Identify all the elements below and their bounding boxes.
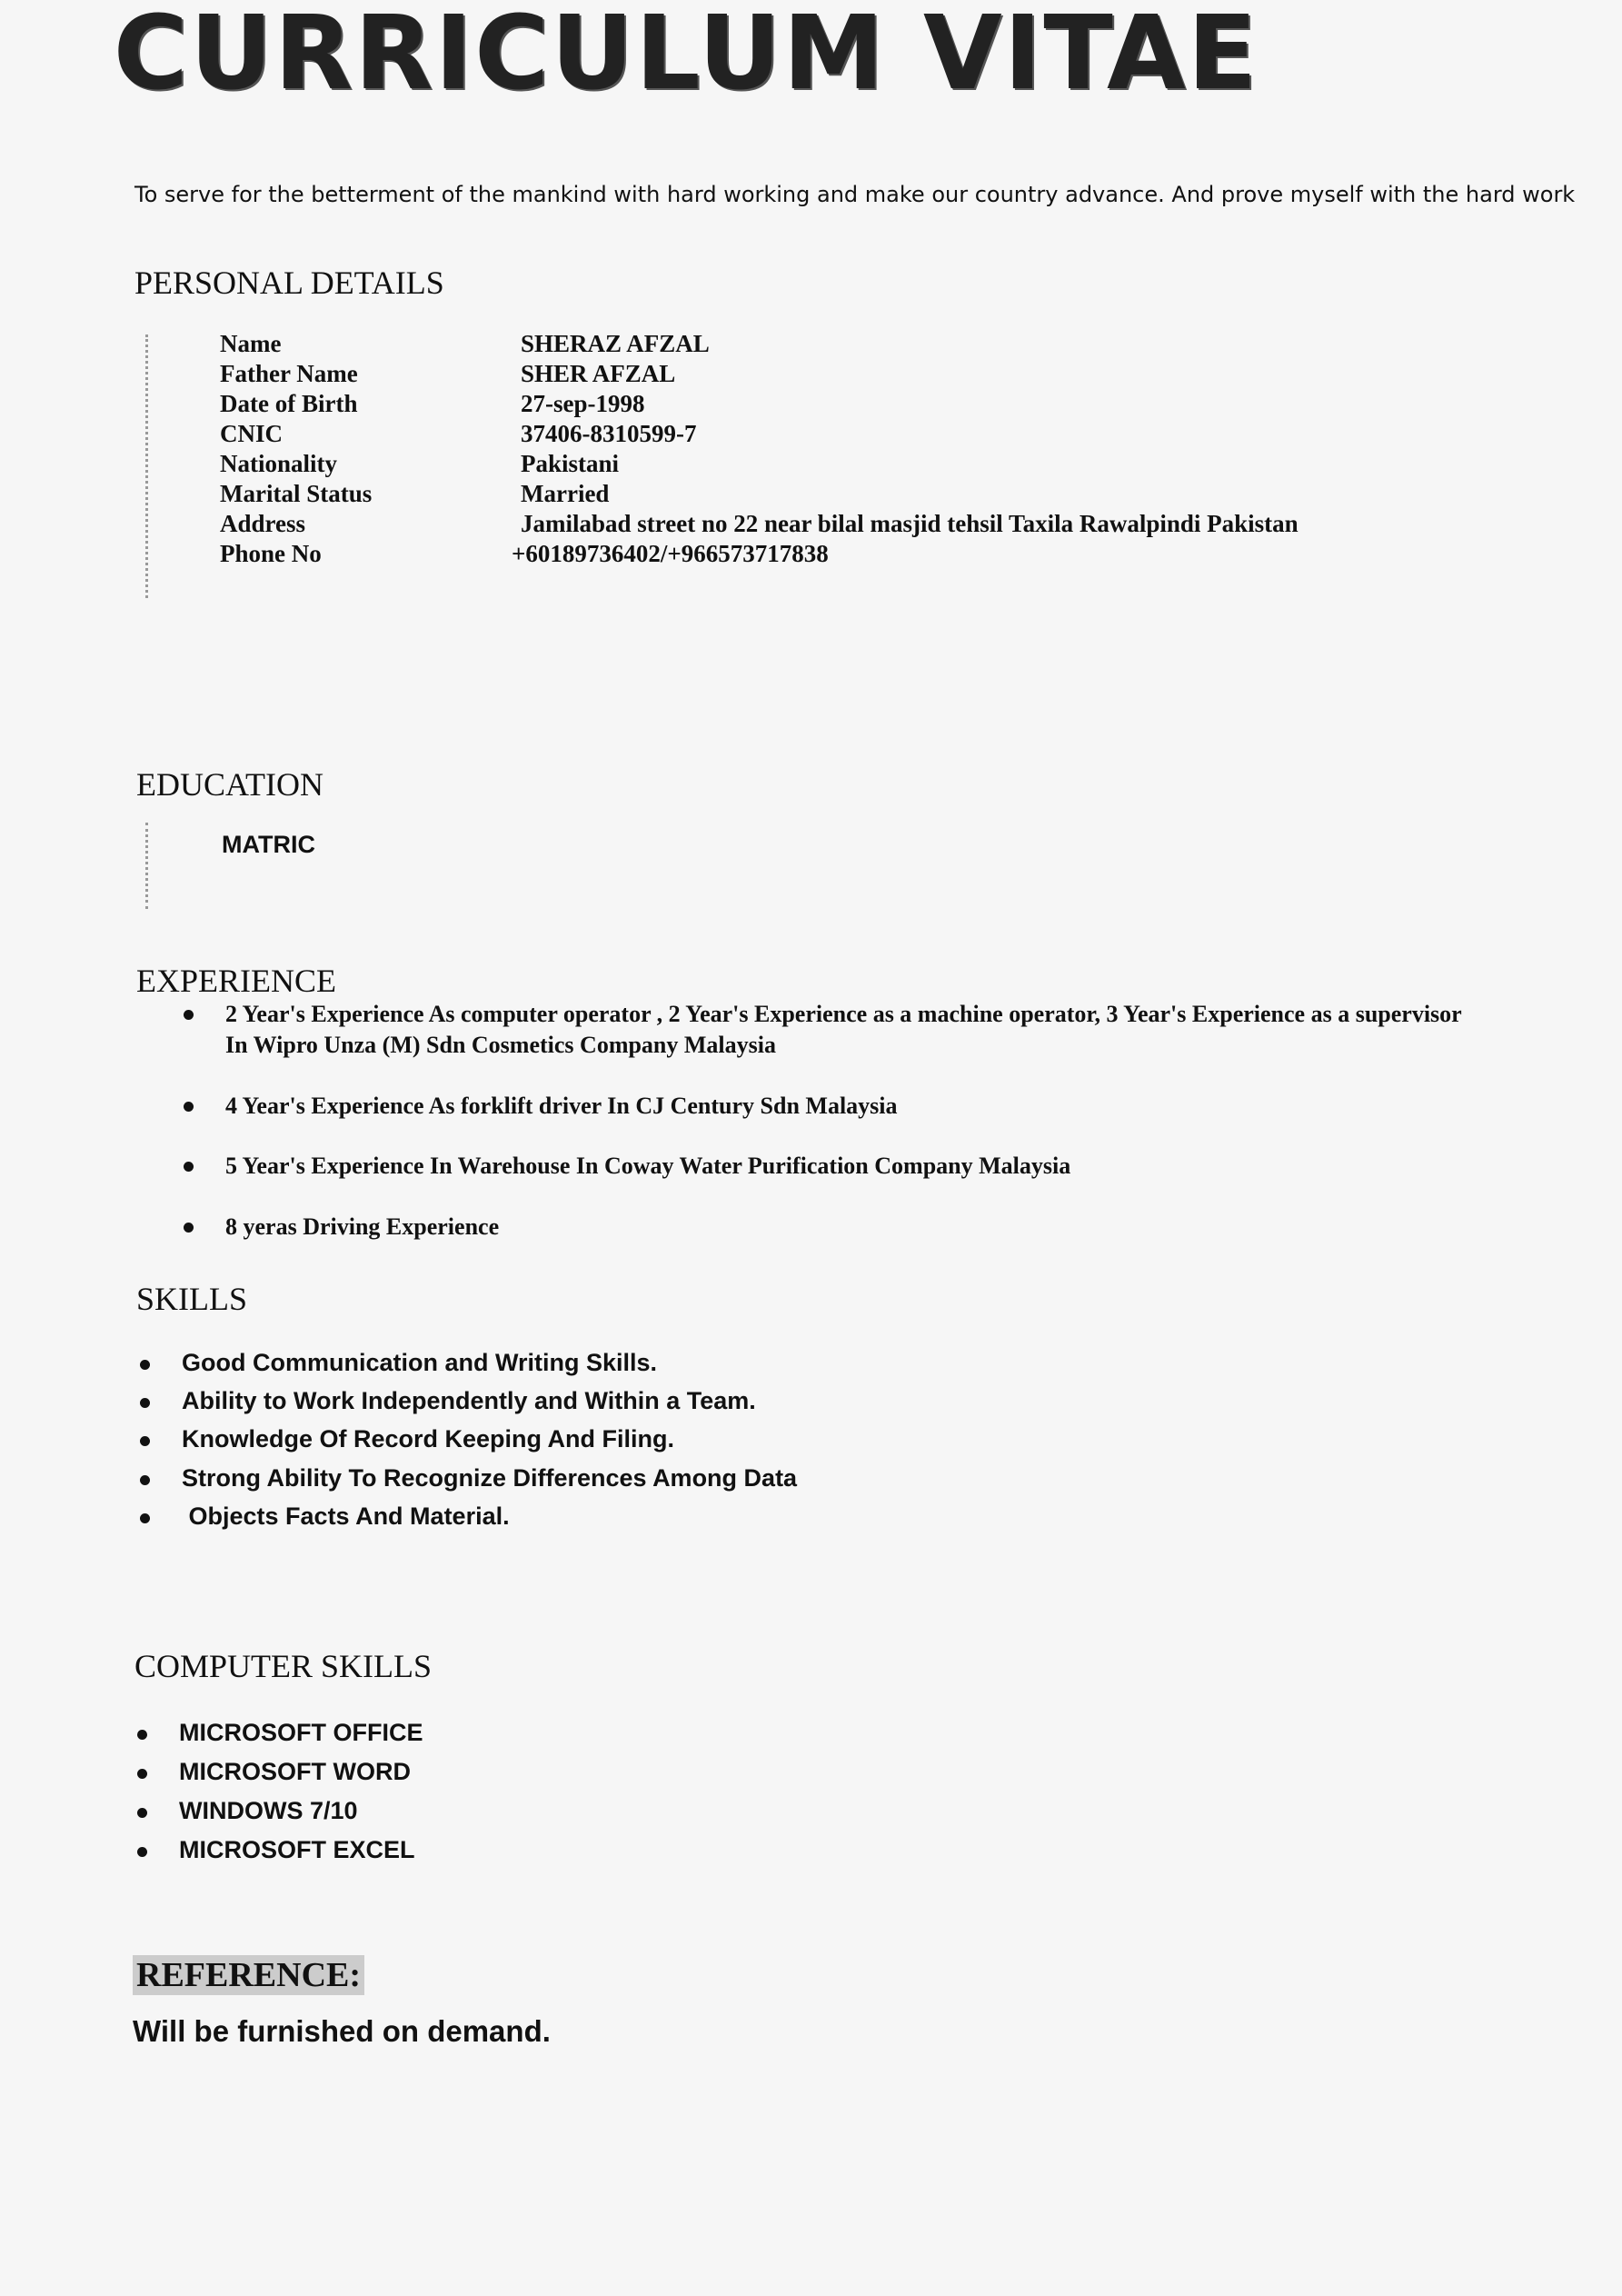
label-address: Address — [220, 510, 306, 537]
value-nationality: Pakistani — [521, 450, 620, 477]
reference-text: Will be furnished on demand. — [133, 2014, 551, 2048]
value-name: SHERAZ AFZAL — [521, 330, 710, 357]
document-title: CURRICULUM VITAE — [113, 0, 1259, 113]
value-cnic: 37406-8310599-7 — [521, 420, 697, 447]
skill-item: Strong Ability To Recognize Differences Among Data — [182, 1464, 798, 1492]
label-marital-status: Marital Status — [220, 480, 373, 507]
objective-statement: To serve for the betterment of the mankind with hard working and make our country advance. And prove myself with the hard work — [134, 182, 1576, 207]
dotted-divider — [145, 334, 148, 598]
experience-item: 5 Year's Experience In Warehouse In Coway Water Purification Company Malaysia — [225, 1153, 1071, 1179]
value-marital-status: Married — [521, 480, 610, 507]
computer-skill-item: MICROSOFT WORD — [179, 1758, 411, 1785]
value-phone-no: +60189736402/+966573717838 — [512, 540, 829, 567]
value-address: Jamilabad street no 22 near bilal masjid tehsil Taxila Rawalpindi Pakistan — [521, 510, 1299, 537]
skill-item: Ability to Work Independently and Within a Team. — [182, 1387, 756, 1414]
experience-item: 4 Year's Experience As forklift driver In CJ Century Sdn Malaysia — [225, 1093, 898, 1119]
value-date-of-birth: 27-sep-1998 — [521, 390, 645, 417]
dotted-divider — [145, 823, 148, 909]
experience-item: 2 Year's Experience As computer operator , 2 Year's Experience as a machine operator, 3 Year's Experience as a supervisor In Wipro Unza (M) Sdn Cosmetics Company Malaysia — [225, 1001, 1462, 1058]
bullet-icon — [140, 1475, 150, 1485]
bullet-icon — [184, 1010, 194, 1020]
skill-item: Objects Facts And Material. — [182, 1502, 510, 1530]
value-father-name: SHER AFZAL — [521, 360, 676, 387]
bullet-icon — [140, 1436, 150, 1446]
experience-item: 8 yeras Driving Experience — [225, 1213, 500, 1240]
computer-skill-item: MICROSOFT OFFICE — [179, 1719, 423, 1746]
bullet-icon — [137, 1808, 147, 1818]
bullet-icon — [140, 1398, 150, 1408]
experience-heading: EXPERIENCE — [136, 963, 336, 999]
education-item: MATRIC — [222, 831, 315, 858]
bullet-icon — [184, 1162, 194, 1172]
bullet-icon — [137, 1769, 147, 1779]
bullet-icon — [140, 1360, 150, 1370]
bullet-icon — [184, 1102, 194, 1112]
personal-details-heading: PERSONAL DETAILS — [134, 265, 444, 301]
label-date-of-birth: Date of Birth — [220, 390, 358, 417]
skill-item: Good Communication and Writing Skills. — [182, 1349, 658, 1376]
label-cnic: CNIC — [220, 420, 284, 447]
bullet-icon — [137, 1847, 147, 1857]
bullet-icon — [184, 1223, 194, 1233]
label-nationality: Nationality — [220, 450, 338, 477]
education-heading: EDUCATION — [136, 766, 323, 803]
skills-heading: SKILLS — [136, 1281, 248, 1317]
label-name: Name — [220, 330, 282, 357]
computer-skill-item: WINDOWS 7/10 — [179, 1797, 358, 1824]
computer-skill-item: MICROSOFT EXCEL — [179, 1836, 415, 1863]
bullet-icon — [137, 1730, 147, 1740]
skill-item: Knowledge Of Record Keeping And Filing. — [182, 1425, 675, 1452]
computer-skills-heading: COMPUTER SKILLS — [134, 1648, 433, 1684]
label-phone-no: Phone No — [220, 540, 322, 567]
bullet-icon — [140, 1513, 150, 1523]
label-father-name: Father Name — [220, 360, 358, 387]
reference-heading: REFERENCE: — [133, 1955, 364, 1995]
